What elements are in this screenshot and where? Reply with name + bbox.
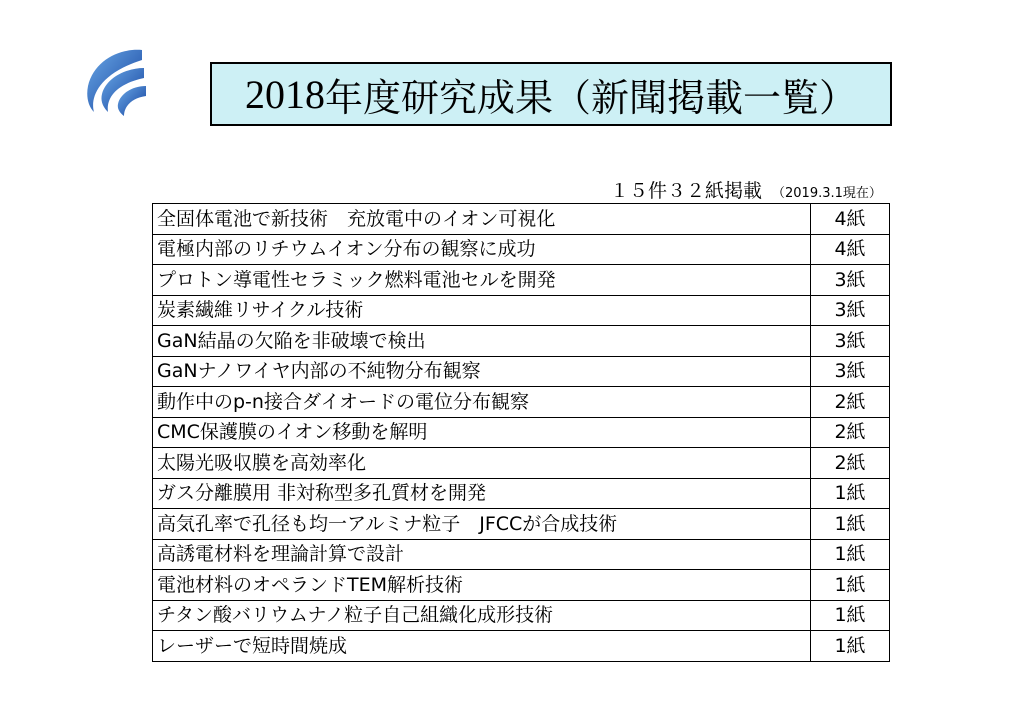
summary-line: [610, 176, 930, 203]
row-topic: チタン酸バリウムナノ粒子自己組織化成形技術: [153, 600, 811, 631]
table-row: [153, 295, 890, 326]
title-text: 年度研究成果（新聞掲載一覧）: [324, 75, 857, 120]
row-topic: GaN結晶の欠陥を非破壊で検出: [153, 326, 811, 357]
table-row: [153, 356, 890, 387]
table-row: [153, 539, 890, 570]
table-row: [153, 478, 890, 509]
row-count: 3紙: [811, 295, 890, 326]
organization-logo-icon: [80, 46, 152, 118]
row-count: 1紙: [811, 600, 890, 631]
row-count: 1紙: [811, 509, 890, 540]
row-count: 2紙: [811, 417, 890, 448]
table-row: [153, 265, 890, 296]
row-count: 1紙: [811, 570, 890, 601]
row-topic: プロトン導電性セラミック燃料電池セルを開発: [153, 265, 811, 296]
row-count: 1紙: [811, 539, 890, 570]
row-topic: 高誘電材料を理論計算で設計: [153, 539, 811, 570]
row-count: 3紙: [811, 326, 890, 357]
row-topic: 全固体電池で新技術 充放電中のイオン可視化: [153, 204, 811, 235]
table-row: [153, 387, 890, 418]
row-count: 3紙: [811, 265, 890, 296]
page-title: [210, 62, 892, 126]
row-topic: レーザーで短時間焼成: [153, 631, 811, 662]
row-count: 1紙: [811, 478, 890, 509]
results-table: [152, 203, 890, 662]
row-topic: 動作中のp-n接合ダイオードの電位分布観察: [153, 387, 811, 418]
table-row: [153, 204, 890, 235]
title-year: 2018: [244, 71, 325, 117]
summary-as-of-date: （2019.3.1現在）: [772, 186, 882, 201]
table-row: [153, 600, 890, 631]
row-topic: 電極内部のリチウムイオン分布の観察に成功: [153, 234, 811, 265]
row-count: 2紙: [811, 387, 890, 418]
table-row: [153, 417, 890, 448]
row-topic: 炭素繊維リサイクル技術: [153, 295, 811, 326]
row-count: 4紙: [811, 234, 890, 265]
row-topic: 電池材料のオペランドTEM解析技術: [153, 570, 811, 601]
row-topic: ガス分離膜用 非対称型多孔質材を開発: [153, 478, 811, 509]
row-count: 3紙: [811, 356, 890, 387]
row-count: 2紙: [811, 448, 890, 479]
row-topic: CMC保護膜のイオン移動を解明: [153, 417, 811, 448]
row-topic: 高気孔率で孔径も均一アルミナ粒子 JFCCが合成技術: [153, 509, 811, 540]
table-row: [153, 326, 890, 357]
table-row: [153, 234, 890, 265]
row-count: 4紙: [811, 204, 890, 235]
row-topic: GaNナノワイヤ内部の不純物分布観察: [153, 356, 811, 387]
row-topic: 太陽光吸収膜を高効率化: [153, 448, 811, 479]
row-count: 1紙: [811, 631, 890, 662]
table-row: [153, 570, 890, 601]
summary-total: １５件３２紙掲載: [610, 180, 763, 202]
table-row: [153, 631, 890, 662]
table-row: [153, 509, 890, 540]
table-row: [153, 448, 890, 479]
